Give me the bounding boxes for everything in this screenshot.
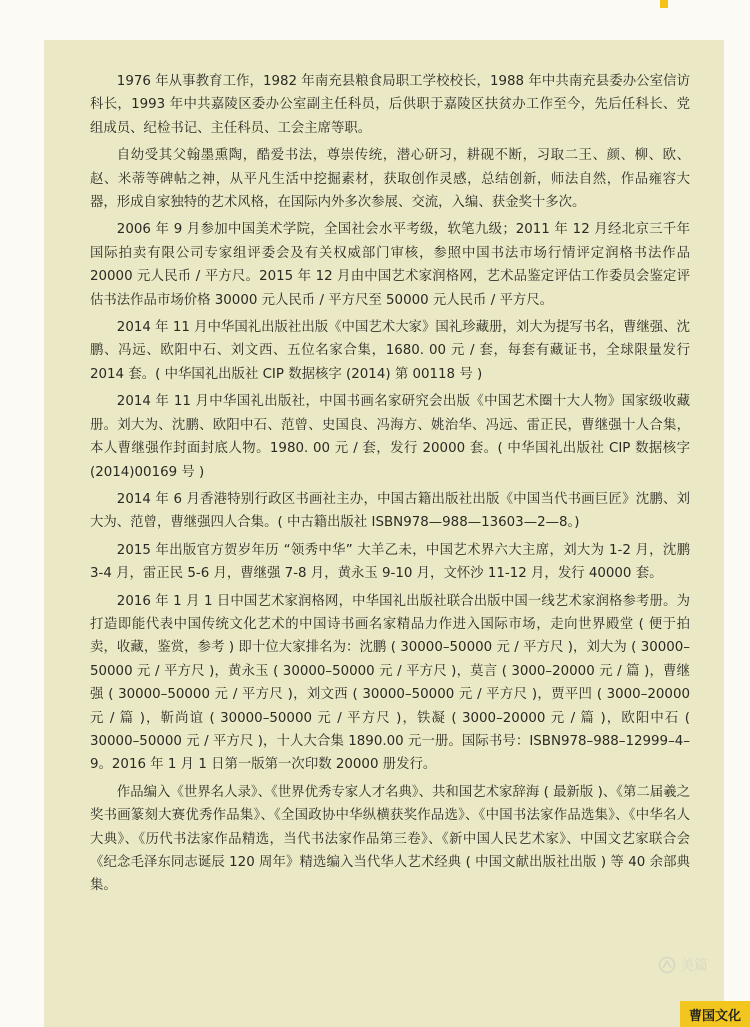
paragraph-publication-2014-nov-a: 2014 年 11 月中华国礼出版社出版《中国艺术大家》国礼珍藏册，刘大为提写书名，曹继强、沈鹏、冯远、欧阳中石、刘文西、五位名家合集，1680. 00 元 / 套，每套有藏证书，全球限量发行 2014 套。( 中华国礼出版社 CIP 数据核字 (2014) 第 00118 号 ) [90,320,690,382]
paragraph-career: 1976 年从事教育工作，1982 年南充县粮食局职工学校校长，1988 年中共南充县委办公室信访科长，1993 年中共嘉陵区委办公室副主任科员，后供职于嘉陵区扶贫办工作至今，先后任科长、党组成员、纪检书记、主任科员、工会主席等职。 [90,74,690,136]
paragraph-collections: 作品编入《世界名人录》、《世界优秀专家人才名典》、共和国艺术家辞海 ( 最新版 )、《第二届羲之奖书画篆刻大赛优秀作品集》、《全国政协中华纵横获奖作品选》、《中国书法家作品选集》、《中华名人大典》、《历代书法家作品精选，当代书法家作品第三卷》、《新中国人民艺术家》、中国文艺家联合会《纪念毛泽东同志诞辰 120 周年》精选编入当代华人艺术经典 ( 中国文献出版社出版 ) 等 40 余部典集。 [90,784,690,894]
watermark-text: 美篇 [680,958,708,974]
paragraph-calendar-2015: 2015 年出版官方贺岁年历 “领秀中华” 大羊乙未，中国艺术界六大主席，刘大为 1-2 月，沈鹏 3-4 月，雷正民 5-6 月，曹继强 7-8 月，黄永玉 9-10 月，文怀沙 11-12 月，发行 40000 套。 [90,542,690,582]
meipian-logo-icon [658,956,676,974]
biography-text [90,70,690,902]
brand-badge: 曹国文化 [680,1001,750,1027]
paragraph-price-reference-2016: 2016 年 1 月 1 日中国艺术家润格网，中华国礼出版社联合出版中国一线艺术家润格参考册。为打造即能代表中国传统文化艺术的中国诗书画名家精品力作进入国际市场，走向世界殿堂 ( 便于拍卖，收藏，鉴赏，参考 ) 即十位大家排名为：沈鹏 ( 30000–50000 元 / 平方尺 )，刘大为 ( 30000–50000 元 / 平方尺 )，黄永玉 ( 30000–50000 元 / 平方尺 )，莫言 ( 3000–20000 元 / 篇 )，曹继强 ( 30000–50000 元 / 平方尺 )，刘文西 ( 30000–50000 元 / 平方尺 )，贾平凹 ( 3000–20000 元 / 篇 )，靳尚谊 ( 30000–50000 元 / 平方尺 )，铁凝 ( 3000–20000 元 / 篇 )，欧阳中石 ( 30000–50000 元 / 平方尺 )，十人大合集 1890.00 元一册。国际书号：ISBN978–988–12999–4–9。2016 年 1 月 1 日第一版第一次印数 20000 册发行。 [90,593,690,773]
meipian-watermark [658,955,708,975]
paragraph-appraisal: 2006 年 9 月参加中国美术学院，全国社会水平考级，软笔九级；2011 年 12 月经北京三千年国际拍卖有限公司专家组评委会及有关权威部门审核，参照中国书法市场行情评定润格书法作品 20000 元人民币 / 平方尺。2015 年 12 月由中国艺术家润格网，艺术品鉴定评估工作委员会鉴定评估书法作品市场价格 30000 元人民币 / 平方尺至 50000 元人民币 / 平方尺。 [90,222,690,308]
paragraph-calligraphy-study: 自幼受其父翰墨熏陶，酷爱书法，尊崇传统，潜心研习，耕砚不断，习取二王、颜、柳、欧、赵、米蒂等碑帖之神，从平凡生活中挖掘素材，获取创作灵感，总结创新，师法自然，作品雍容大器，形成自家独特的艺术风格，在国际内外多次参展、交流，入编、获金奖十多次。 [90,148,690,211]
paragraph-publication-2014-nov-b: 2014 年 11 月中华国礼出版社，中国书画名家研究会出版《中国艺术圈十大人物》国家级收藏册。刘大为、沈鹏、欧阳中石、范曾、史国良、冯海方、姚治华、冯远、雷正民，曹继强十人合集，本人曹继强作封面封底人物。1980. 00 元 / 套，发行 20000 套。( 中华国礼出版社 CIP 数据核字 (2014)00169 号 ) [90,394,690,480]
top-corner-accent [660,0,668,8]
paragraph-publication-2014-jun: 2014 年 6 月香港特别行政区书画社主办，中国古籍出版社出版《中国当代书画巨匠》沈鹏、刘大为、范曾，曹继强四人合集。( 中古籍出版社 ISBN978—988—13603—2—8。) [90,491,690,531]
